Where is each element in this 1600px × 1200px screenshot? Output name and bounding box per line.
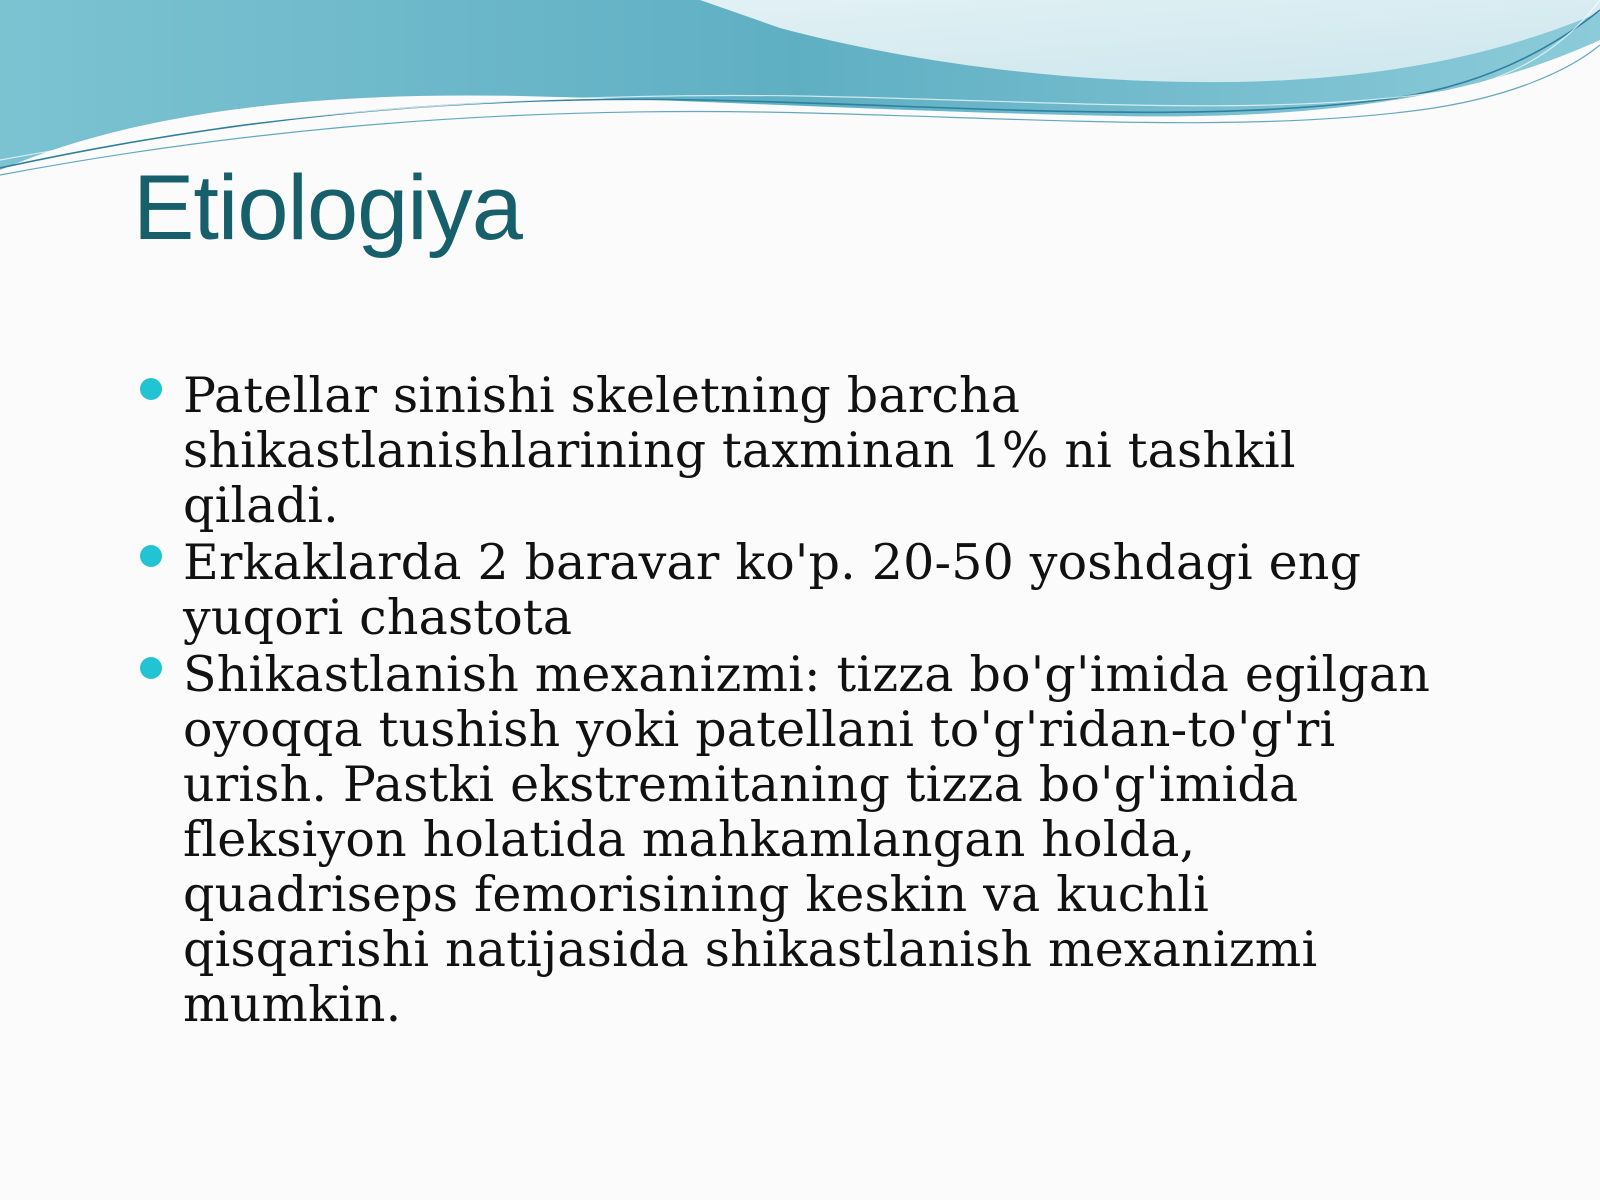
bullet-text: Erkaklarda 2 baravar ko'p. 20-50 yoshdagi eng yuqori chastota <box>183 534 1362 646</box>
bullet-list <box>135 368 1435 1034</box>
bullet-text: Shikastlanish mexanizmi: tizza bo'g'imida egilgan oyoqqa tushish yoki patellani to'g'ridan-to'g'ri urish. Pastki ekstremitaning tizza bo'g'imida fleksiyon holatida mahkamlangan holda, quadriseps femorisining keskin va kuchli qisqarishi natijasida shikastlanish mexanizmi mumkin. <box>183 646 1431 1033</box>
bullet-dot-icon <box>140 657 162 679</box>
bullet-item <box>135 368 1435 533</box>
slide-title: Etiologiya <box>133 157 522 259</box>
bullet-text: Patellar sinishi skeletning barcha shikastlanishlarining taxminan 1% ni tashkil qiladi. <box>183 367 1296 534</box>
bullet-item <box>135 647 1435 1032</box>
bullet-item <box>135 535 1435 645</box>
bullet-dot-icon <box>140 378 162 400</box>
bullet-dot-icon <box>140 545 162 567</box>
